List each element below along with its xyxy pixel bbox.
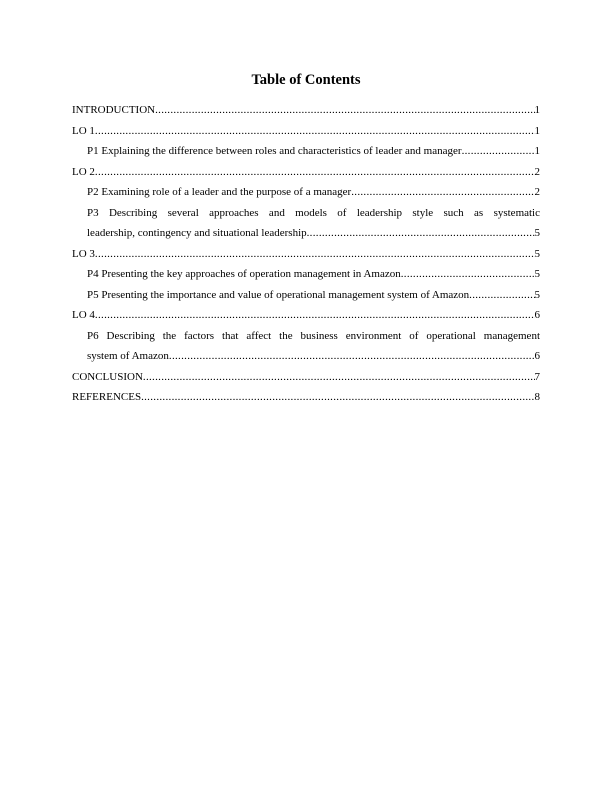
toc-page-number: 5 [534, 227, 540, 239]
toc-entry-lo3[interactable] [72, 244, 540, 265]
dot-leader [351, 182, 534, 203]
dot-leader [169, 346, 535, 367]
toc-entry-lo1[interactable] [72, 121, 540, 142]
dot-leader [143, 367, 535, 388]
toc-page-number: 5 [534, 268, 540, 280]
toc-entry-text: LO 3 [72, 247, 95, 260]
toc-entry-lo4[interactable] [72, 305, 540, 326]
toc-entry-p5[interactable] [72, 285, 540, 306]
toc-entry-conclusion[interactable] [72, 367, 540, 388]
toc-entry-p4[interactable] [72, 264, 540, 285]
toc-entry-introduction[interactable] [72, 100, 540, 121]
toc-page-number: 5 [534, 247, 540, 260]
toc-entry-text: LO 1 [72, 124, 95, 137]
dot-leader [95, 244, 535, 265]
table-of-contents [72, 100, 540, 408]
toc-entry-text-line2: system of Amazon [87, 350, 169, 362]
toc-entry-text: P4 Presenting the key approaches of operation management in Amazon [87, 268, 401, 280]
toc-title: Table of Contents [251, 72, 361, 88]
toc-entry-text-line1: P3 Describing several approaches and models of leadership style such as systematic [87, 206, 540, 219]
toc-entry-text-line1: P6 Describing the factors that affect the business environment of operational management [87, 329, 540, 342]
toc-entry-p2[interactable] [72, 182, 540, 203]
toc-page-number: 6 [534, 350, 540, 362]
dot-leader [95, 121, 535, 142]
toc-page-number: 5 [534, 288, 540, 301]
toc-entry-text: REFERENCES [72, 391, 142, 403]
toc-entry-text: CONCLUSION [72, 370, 143, 383]
toc-entry-references[interactable] [72, 387, 540, 408]
toc-entry-text: LO 4 [72, 309, 95, 321]
dot-leader [155, 100, 534, 121]
toc-entry-text: P2 Examining role of a leader and the purpose of a manager [87, 186, 352, 198]
toc-page-number: 2 [534, 165, 540, 178]
toc-page-number: 1 [534, 145, 540, 157]
toc-entry-text: P1 Explaining the difference between roles and characteristics of leader and manager [87, 145, 462, 157]
dot-leader [469, 285, 534, 306]
dot-leader [95, 305, 535, 326]
toc-entry-text-line2: leadership, contingency and situational leadership [87, 227, 307, 239]
toc-entry-p6[interactable] [72, 326, 540, 367]
toc-entry-text: LO 2 [72, 165, 95, 178]
toc-entry-p1[interactable] [72, 141, 540, 162]
dot-leader [95, 162, 535, 183]
toc-entry-text: P5 Presenting the importance and value of operational management system of Amazon [87, 288, 470, 301]
toc-page-number: 2 [534, 186, 540, 198]
toc-page-number: 1 [534, 124, 540, 137]
toc-page-number: 6 [534, 309, 540, 321]
dot-leader [307, 223, 535, 244]
toc-entry-p3[interactable] [72, 203, 540, 244]
dot-leader [401, 264, 535, 285]
toc-entry-lo2[interactable] [72, 162, 540, 183]
toc-page-number: 7 [534, 370, 540, 383]
toc-page-number: 8 [534, 391, 540, 403]
dot-leader [141, 387, 534, 408]
toc-entry-text: INTRODUCTION [72, 104, 156, 116]
toc-page-number: 1 [534, 104, 540, 116]
dot-leader [462, 141, 535, 162]
